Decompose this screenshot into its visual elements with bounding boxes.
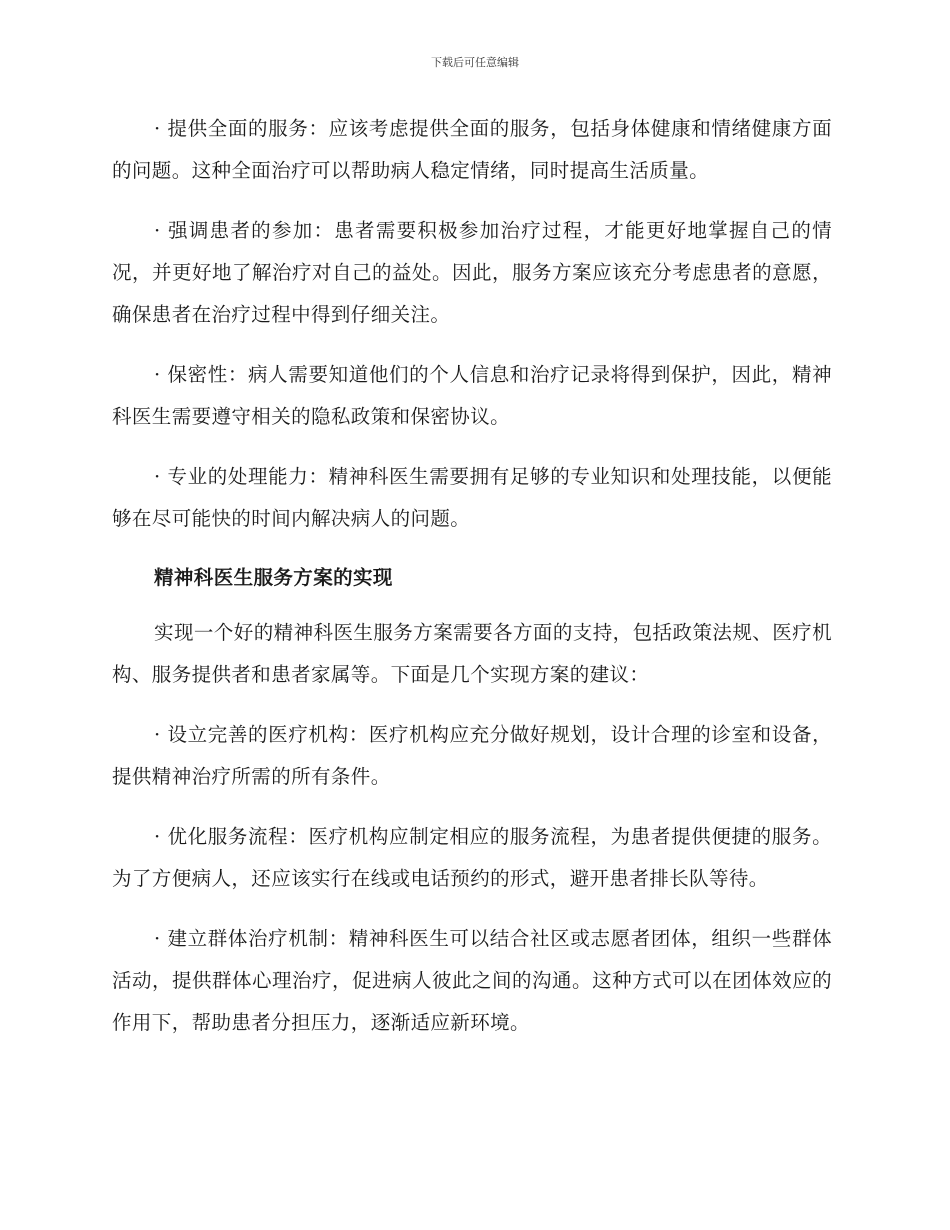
header-note: 下载后可任意编辑 [431,56,519,69]
bullet-confidentiality: · 保密性：病人需要知道他们的个人信息和治疗记录将得到保护，因此，精神科医生需要遵守相关的隐私政策和保密协议。 [112,363,832,428]
bullet-service-process: · 优化服务流程：医疗机构应制定相应的服务流程，为患者提供便捷的服务。为了方便病人，还应该实行在线或电话预约的形式，避开患者排长队等待。 [112,825,832,890]
bullet-comprehensive-service: · 提供全面的服务：应该考虑提供全面的服务，包括身体健康和情绪健康方面的问题。这种全面治疗可以帮助病人稳定情绪，同时提高生活质量。 [112,117,832,182]
bullet-medical-institution: · 设立完善的医疗机构：医疗机构应充分做好规划，设计合理的诊室和设备，提供精神治疗所需的所有条件。 [112,723,832,788]
bullet-patient-participation: · 强调患者的参加：患者需要积极参加治疗过程，才能更好地掌握自己的情况，并更好地了解治疗对自己的益处。因此，服务方案应该充分考虑患者的意愿，确保患者在治疗过程中得到仔细关注。 [112,219,832,326]
section-heading: 精神科医生服务方案的实现 [154,566,393,589]
document-body [112,108,832,1062]
bullet-professional-ability: · 专业的处理能力：精神科医生需要拥有足够的专业知识和处理技能，以便能够在尽可能快的时间内解决病人的问题。 [112,465,832,530]
bullet-group-therapy: · 建立群体治疗机制：精神科医生可以结合社区或志愿者团体，组织一些群体活动，提供群体心理治疗，促进病人彼此之间的沟通。这种方式可以在团体效应的作用下，帮助患者分担压力，逐渐适应新环境。 [112,927,832,1034]
intro-paragraph: 实现一个好的精神科医生服务方案需要各方面的支持，包括政策法规、医疗机构、服务提供者和患者家属等。下面是几个实现方案的建议： [112,621,832,686]
